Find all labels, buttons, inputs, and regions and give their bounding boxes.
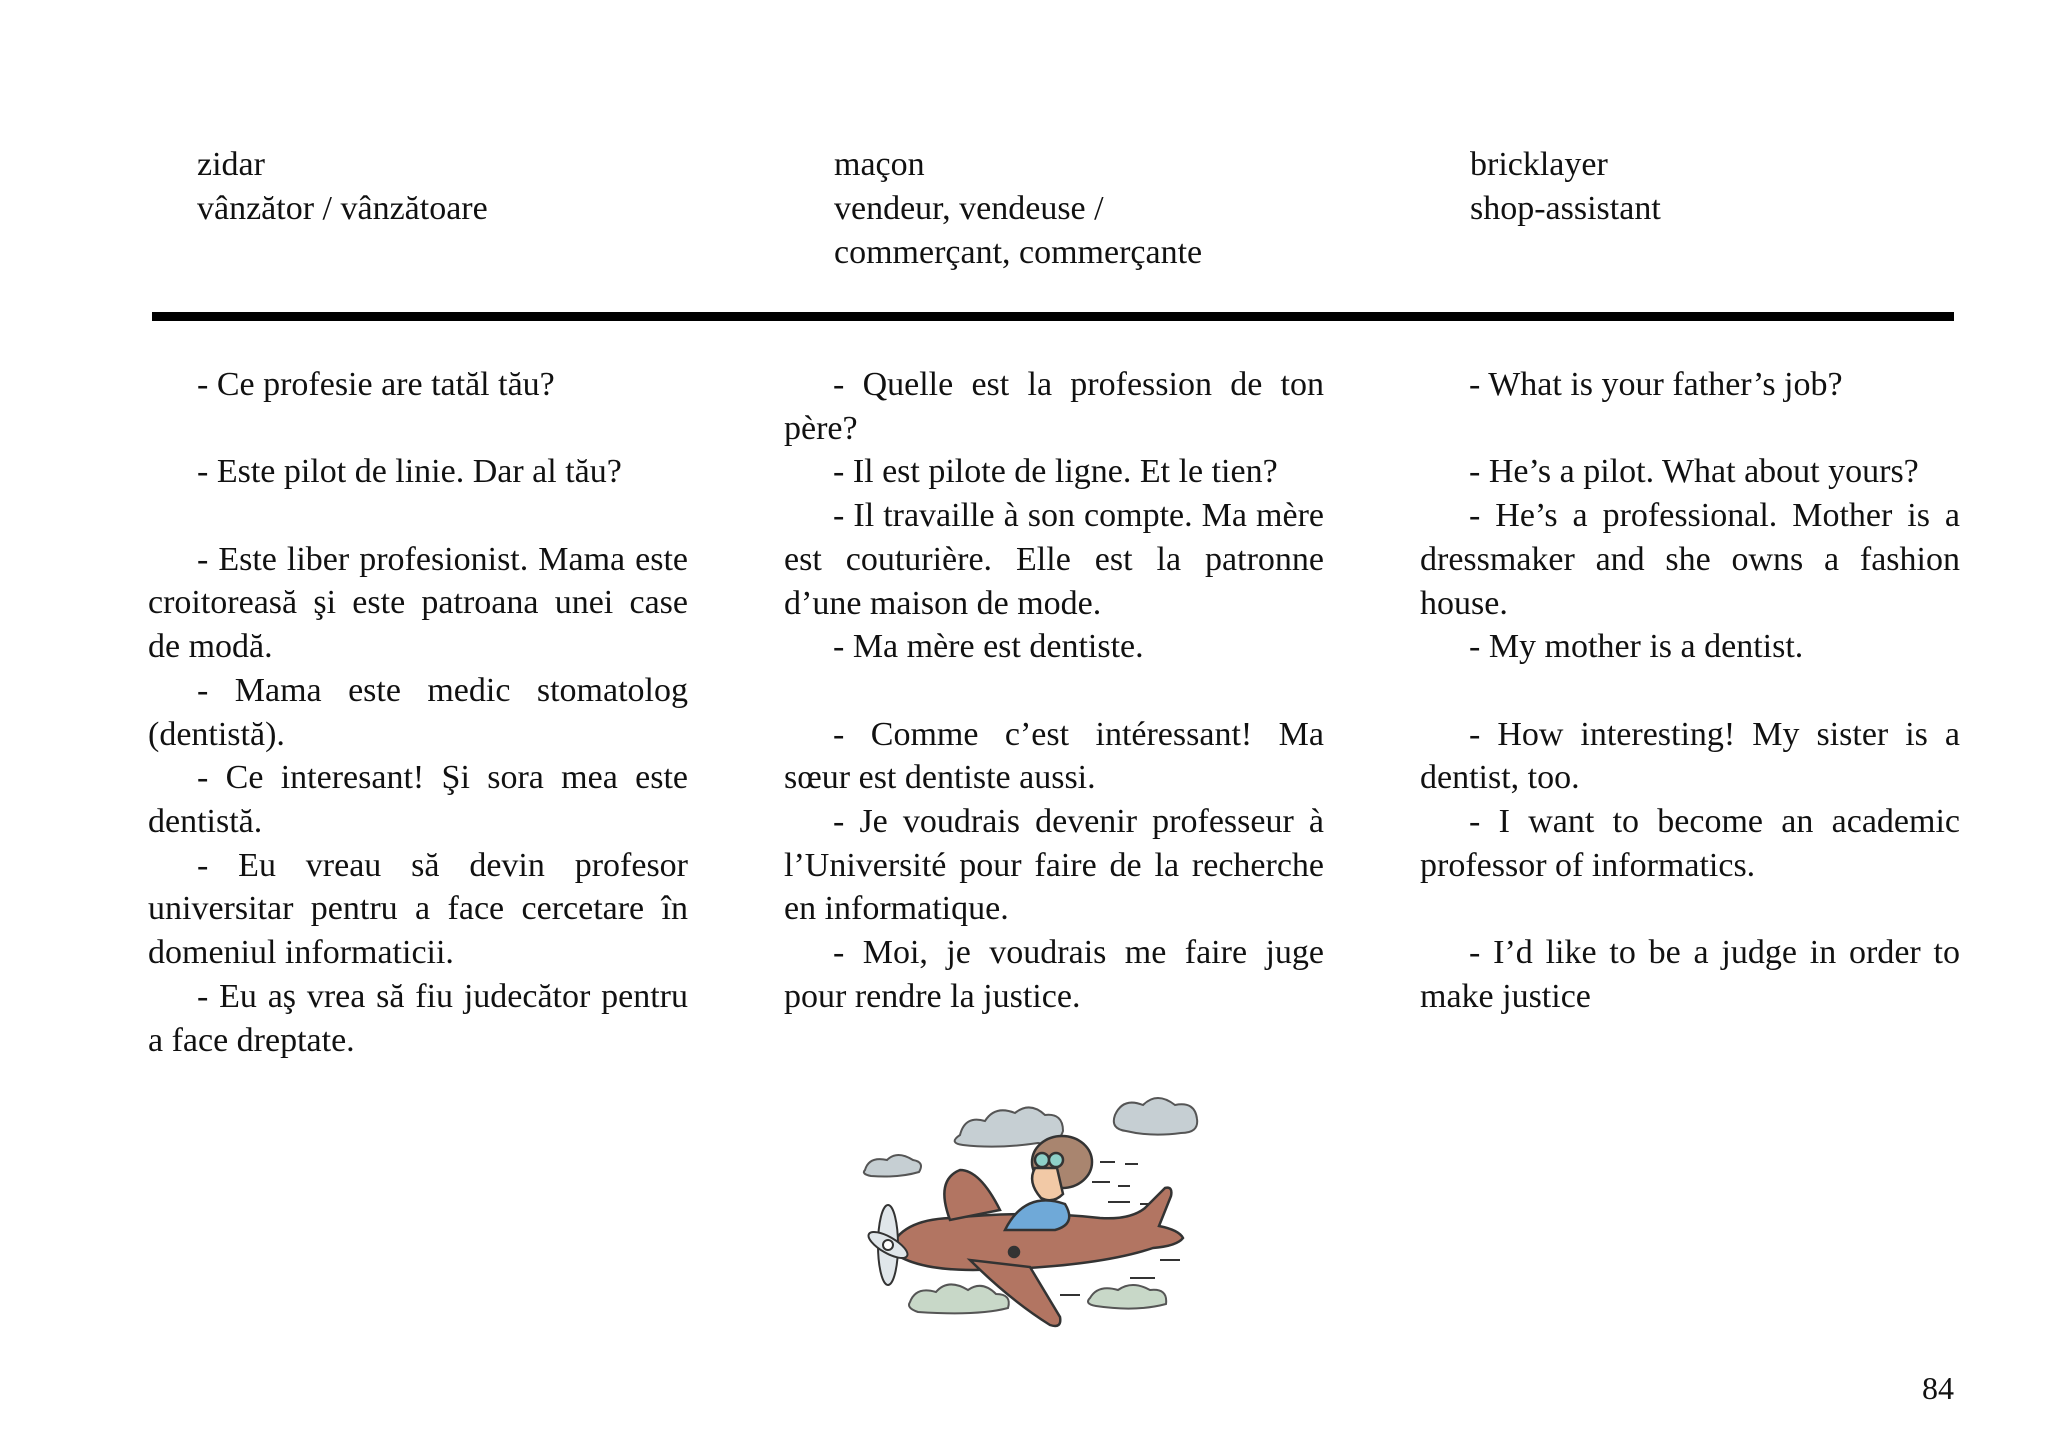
dialogue-line: - Ma mère est dentiste. [833, 628, 1144, 666]
dialogue-line: - He’s a professional. Mother is a dressmaker and she owns a fashion house. [1420, 497, 1960, 622]
spacer [148, 494, 688, 538]
pilot-airplane-illustration [830, 1090, 1260, 1340]
dialogue-line: - Il travaille à son compte. Ma mère est couturière. Elle est la patronne d’une maison de mode. [784, 497, 1324, 622]
dialogue-line: - He’s a pilot. What about yours? [1469, 453, 1919, 491]
dialogue-line: - Moi, je voudrais me faire juge pour rendre la justice. [784, 934, 1324, 1015]
cloud-icon [1114, 1098, 1197, 1135]
vocabulary-french [834, 143, 1394, 275]
section-divider [152, 312, 1954, 321]
dialogue-line: - Ce profesie are tatăl tău? [197, 366, 555, 403]
dialogue-line: - I’d like to be a judge in order to make justice [1420, 934, 1960, 1015]
vocab-term: commerçant, commerçante [834, 234, 1203, 271]
dialogue-line: - Comme c’est intéressant! Ma sœur est dentiste aussi. [784, 715, 1324, 797]
spacer [148, 407, 688, 451]
dialogue-line: - Eu vreau să devin profesor universitar pentru a face cercetare în domeniul informaticii. [148, 846, 688, 972]
dialogue-line: - Il est pilote de ligne. Et le tien? [833, 453, 1278, 491]
vocabulary-romanian [197, 143, 757, 231]
dialogue-english [1420, 363, 1960, 1019]
page-number: 84 [1922, 1370, 1954, 1406]
dialogue-line: - What is your father’s job? [1469, 366, 1843, 403]
dialogue-line: - Este liber profesionist. Mama este croitoreasă şi este patroana unei case de modă. [148, 540, 688, 666]
cloud-icon [909, 1284, 1009, 1313]
vocab-term: vendeur, vendeuse / [834, 190, 1104, 227]
dialogue-line: - Ce interesant! Şi sora mea este dentistă. [148, 759, 688, 840]
spacer [1420, 407, 1960, 451]
dialogue-line: - My mother is a dentist. [1469, 628, 1804, 666]
spacer [1420, 669, 1960, 713]
vocab-term: shop-assistant [1470, 190, 1661, 227]
vocab-term: maçon [834, 146, 925, 183]
dialogue-line: - Je voudrais devenir professeur à l’Université pour faire de la recherche en informatique. [784, 803, 1324, 928]
spacer [784, 669, 1324, 713]
vocab-term: bricklayer [1470, 146, 1608, 183]
dialogue-line: - I want to become an academic professor of informatics. [1420, 803, 1960, 884]
dialogue-french [784, 363, 1324, 1019]
vocab-term: vânzător / vânzătoare [197, 190, 488, 227]
dialogue-romanian [148, 363, 688, 1062]
spacer [1420, 887, 1960, 931]
dialogue-line: - Quelle est la profession de ton père? [784, 366, 1324, 447]
dialogue-line: - Eu aş vrea să fiu judecător pentru a face dreptate. [148, 977, 688, 1059]
dialogue-line: - How interesting! My sister is a dentist, too. [1420, 715, 1960, 797]
cloud-icon [1088, 1285, 1166, 1309]
cloud-icon [864, 1155, 921, 1177]
dialogue-line: - Mama este medic stomatolog (dentistă). [148, 671, 688, 753]
vocab-term: zidar [197, 146, 265, 183]
dialogue-line: - Este pilot de linie. Dar al tău? [197, 453, 622, 491]
vocabulary-english [1470, 143, 1990, 231]
